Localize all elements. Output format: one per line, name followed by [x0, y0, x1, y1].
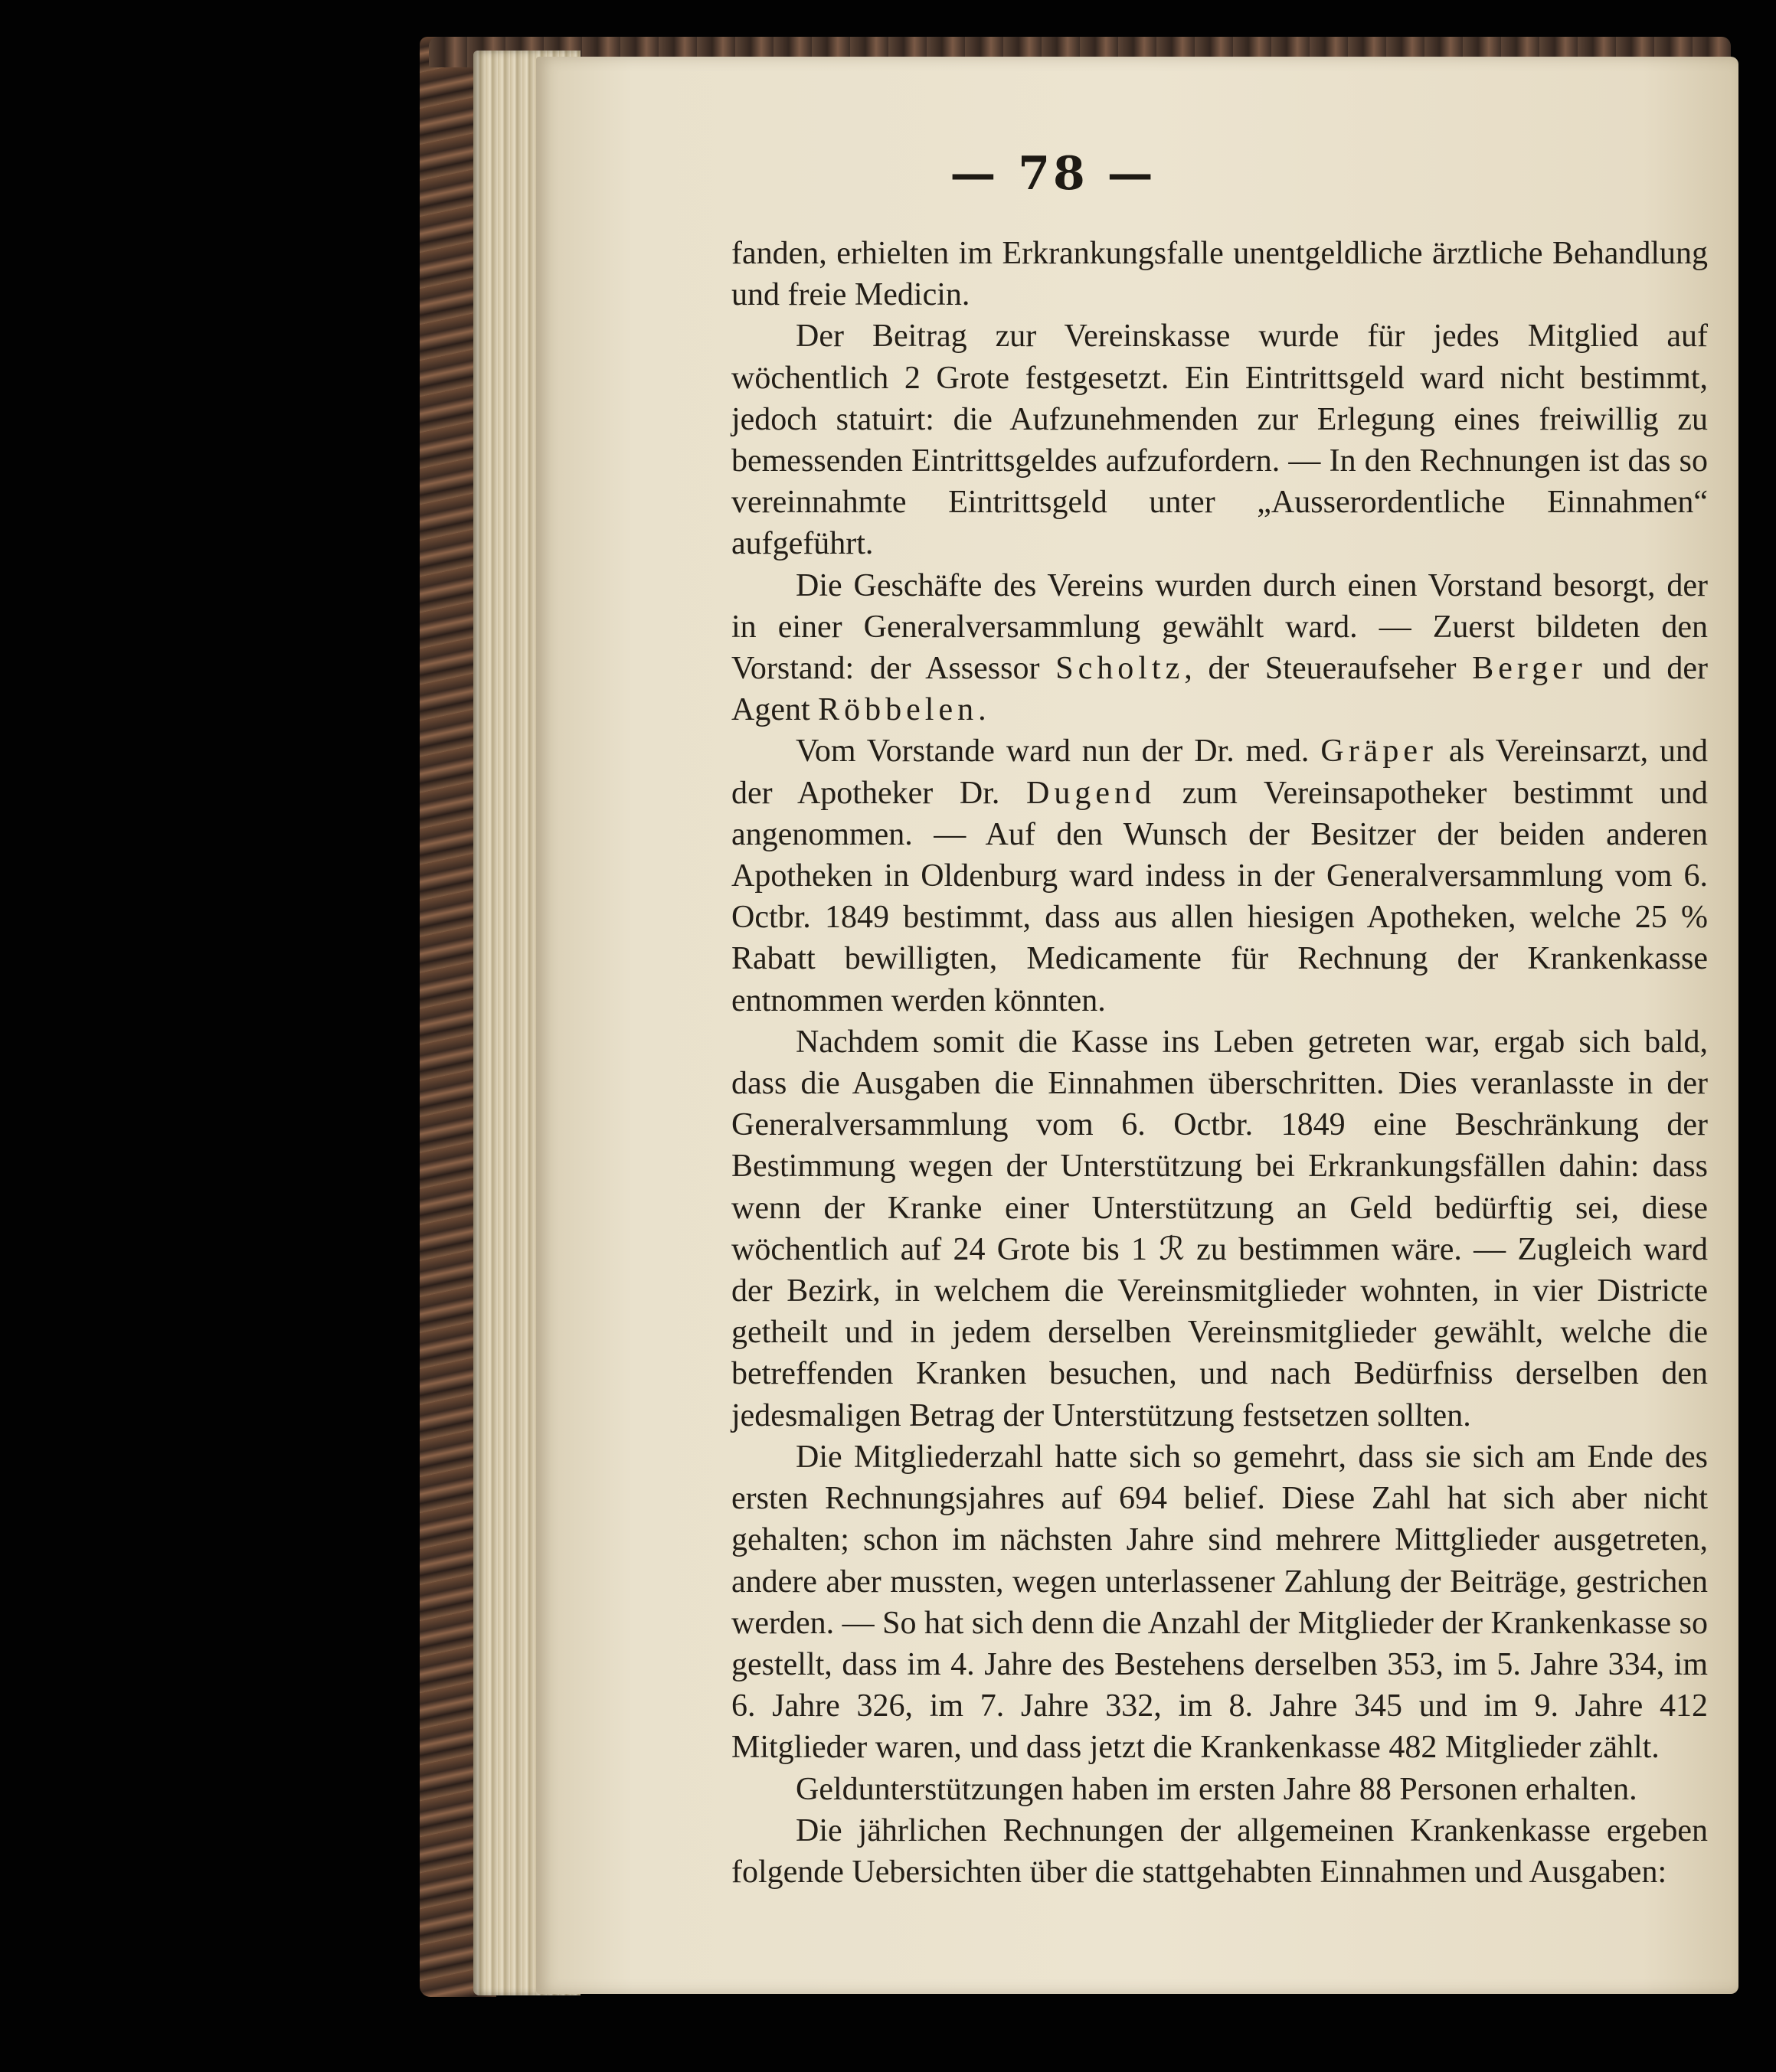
- paragraph: [731, 1769, 1708, 1810]
- name-spaced: Berger: [1472, 651, 1587, 687]
- body-text: [731, 233, 1708, 1893]
- name-spaced: Scholtz: [1055, 651, 1185, 687]
- text-run: als Vereinsarzt, und der Apotheker Dr.: [731, 734, 1708, 811]
- text-run: Vom Vorstande ward nun der Dr. med.: [796, 734, 1321, 770]
- text-run: Die Mitgliederzahl hatte sich so gemehrt, dass sie sich am Ende des ersten Rechnungsjahres auf 694 belief. Diese Zahl hat sich aber nicht gehalten; schon im nächsten Jahre sind mehrere Mittglieder ausgetreten, andere aber mussten, wegen unterlassener Zahlung der Beiträge, gestrichen werden. — So hat sich denn die Anzahl der Mitglieder der Krankenkasse so gestellt, dass im 4. Jahre des Bestehens derselben 353, im 5. Jahre 334, im 6. Jahre 326, im 7. Jahre 332, im 8. Jahre 345 und im 9. Jahre 412 Mitglieder waren, und dass jetzt die Krankenkasse 482 Mitglieder zählt.: [731, 1439, 1708, 1766]
- name-spaced: Dugend: [1026, 775, 1156, 811]
- paragraph: [731, 315, 1708, 564]
- text-run: , der Steueraufseher: [1184, 651, 1473, 687]
- page-number: — 78 —: [950, 147, 1156, 201]
- text-run: Die Geschäfte des Vereins wurden durch einen Vorstand besorgt, der in einer Generalversammlung gewählt ward. — Zuerst bildeten den Vorstand: der Assessor: [731, 567, 1708, 687]
- name-spaced: Gräper: [1320, 734, 1437, 770]
- paragraph: [731, 730, 1708, 1021]
- text-run: Nachdem somit die Kasse ins Leben getreten war, ergab sich bald, dass die Ausgaben die Einnahmen überschritten. Dies veranlasste in der Generalversammlung vom 6. Octbr. 1849 eine Beschränkung der Bestimmung wegen der Unterstützung bei Erkrankungsfällen dahin: dass wenn der Kranke einer Unterstützung an Geld bedürftig sei, diese wöchentlich auf 24 Grote bis 1 ℛ zu bestimmen wäre. — Zugleich ward der Bezirk, in welchem die Vereinsmitglieder wohnten, in vier Districte getheilt und in jedem derselben Vereinsmitglieder gewählt, welche die betreffenden Kranken besuchen, und nach Bedürfniss derselben den jedesmaligen Betrag der Unterstützung festsetzen sollten.: [731, 1024, 1708, 1433]
- text-run: Geldunterstützungen haben im ersten Jahre 88 Personen erhalten.: [796, 1771, 1637, 1807]
- paragraph: [731, 233, 1708, 315]
- text-run: Der Beitrag zur Vereinskasse wurde für jedes Mitglied auf wöchentlich 2 Grote festgesetzt. Ein Eintrittsgeld ward nicht bestimmt, jedoch statuirt: die Aufzunehmenden zur Erlegung eines freiwillig zu bemessenden Eintrittsgeldes aufzufordern. — In den Rechnungen ist das so vereinnahmte Eintrittsgeld unter „Ausserordentliche Einnahmen“ aufgeführt.: [731, 319, 1708, 562]
- text-run: zum Vereinsapotheker bestimmt und angenommen. — Auf den Wunsch der Besitzer der beiden anderen Apotheken in Oldenburg ward indess in der Generalversammlung vom 6. Octbr. 1849 bestimmt, dass aus allen hiesigen Apotheken, welche 25 % Rabatt bewilligten, Medicamente für Rechnung der Krankenkasse entnommen werden könnten.: [731, 775, 1708, 1018]
- paragraph: [731, 1021, 1708, 1436]
- text-run: .: [978, 692, 986, 728]
- paragraph: [731, 1436, 1708, 1769]
- name-spaced: Röbbelen: [818, 692, 979, 728]
- text-run: fanden, erhielten im Erkrankungsfalle unentgeldliche ärztliche Behandlung und freie Medicin.: [731, 236, 1708, 313]
- paragraph: [731, 1810, 1708, 1893]
- paragraph: [731, 565, 1708, 731]
- text-run: Die jährlichen Rechnungen der allgemeinen Krankenkasse ergeben folgende Uebersichten über die stattgehabten Einnahmen und Ausgaben:: [731, 1812, 1708, 1890]
- text-run: und der Agent: [731, 651, 1708, 728]
- book-page: [536, 57, 1738, 1994]
